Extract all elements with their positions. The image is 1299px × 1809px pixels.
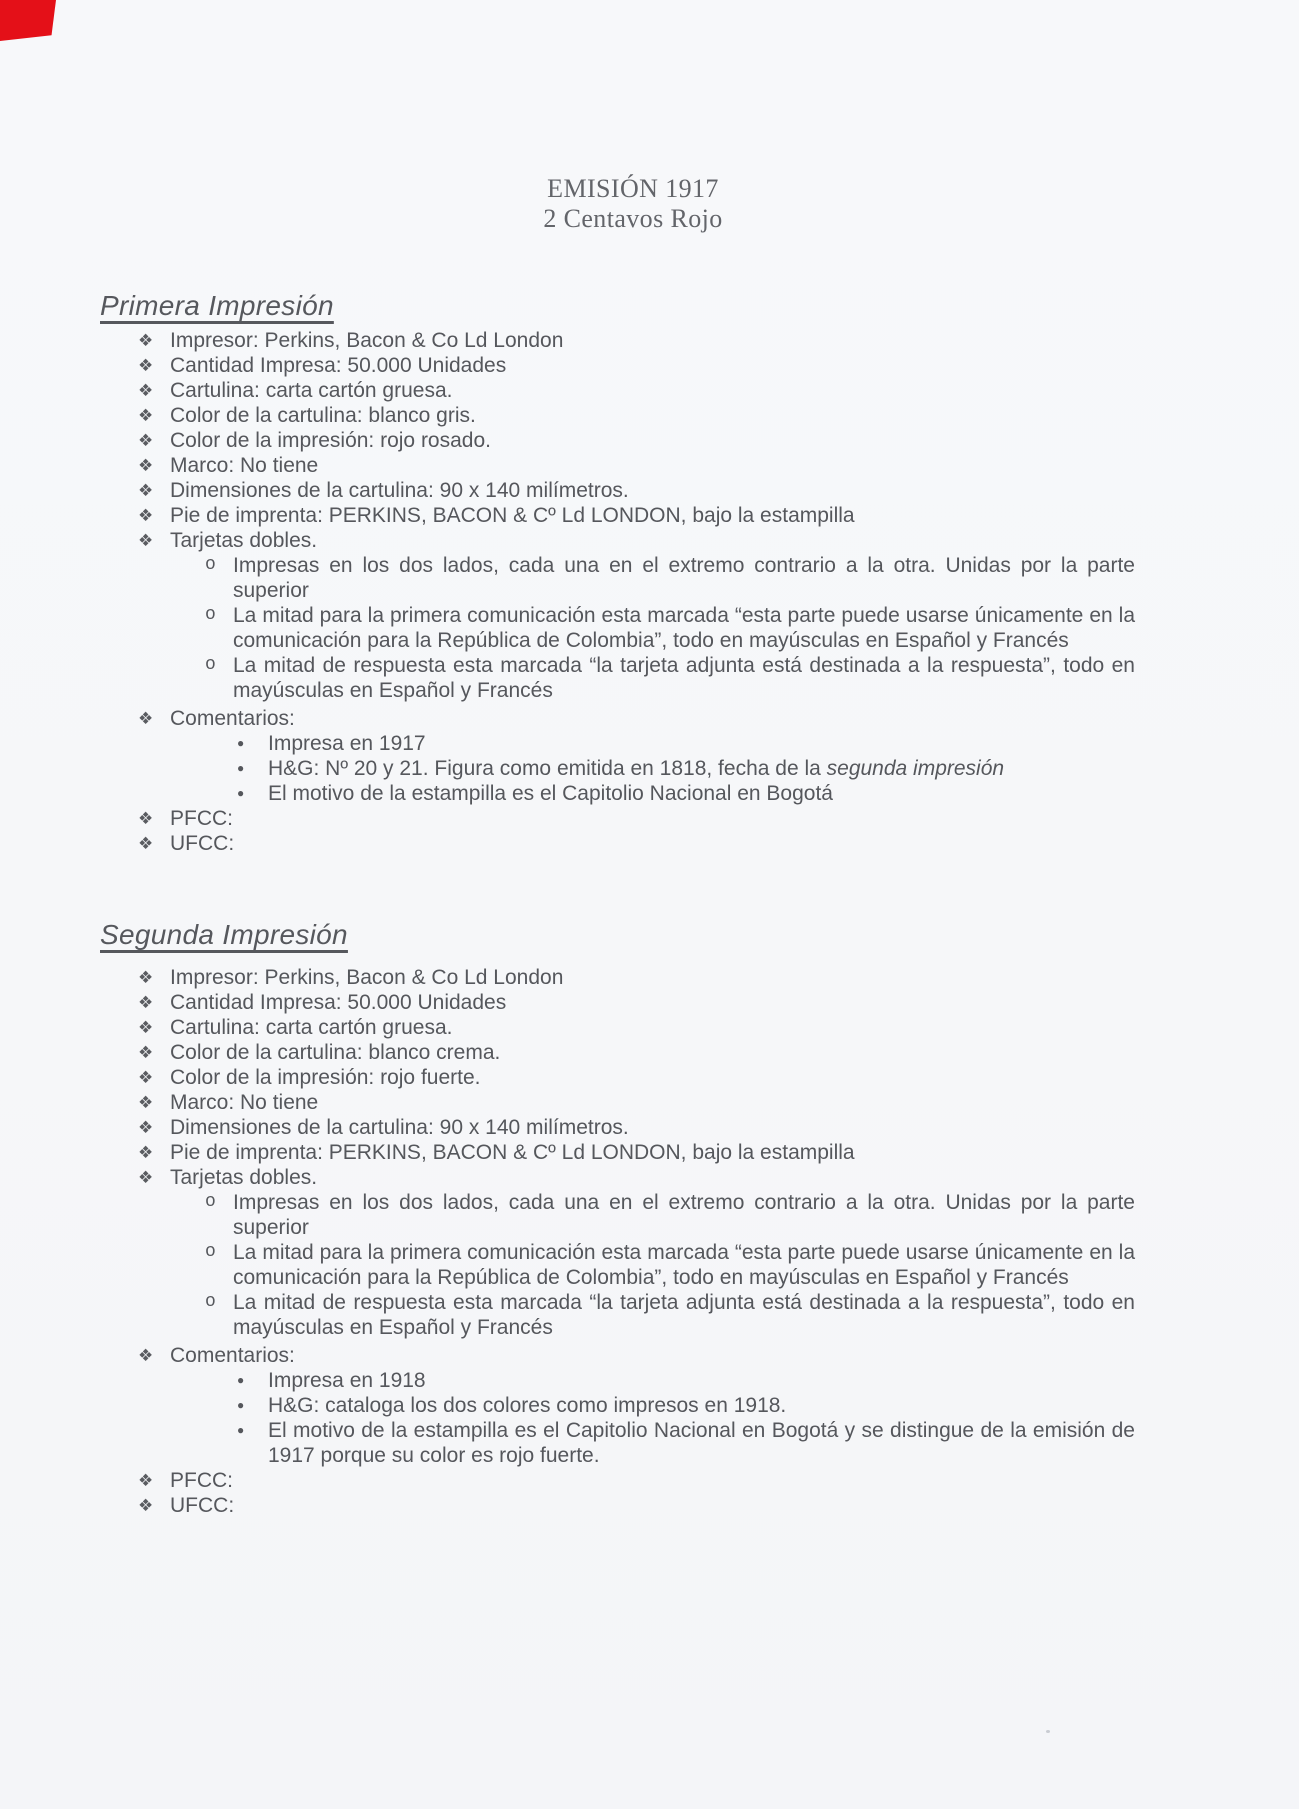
comment-item xyxy=(237,1368,1135,1393)
bullet-item-marco xyxy=(138,1090,1135,1115)
comment-text: Impresa en 1917 xyxy=(268,732,426,755)
sub-bullet-item xyxy=(205,1290,1135,1340)
diamond-bullet-icon: ❖ xyxy=(138,1168,154,1187)
diamond-bullet-icon: ❖ xyxy=(138,456,154,475)
circle-bullet-icon: o xyxy=(205,1192,216,1212)
bullet-item-tarjetas xyxy=(138,528,1135,553)
bullet-text: Impresor: Perkins, Bacon & Co Ld London xyxy=(170,329,564,352)
diamond-bullet-icon: ❖ xyxy=(138,1143,154,1162)
circle-bullet-icon: o xyxy=(205,555,216,575)
diamond-bullet-icon: ❖ xyxy=(138,1471,154,1490)
circle-bullet-icon: o xyxy=(205,1242,216,1262)
scan-speck xyxy=(1046,1730,1050,1733)
bullet-item-color-cartulina xyxy=(138,403,1135,428)
bullet-text: Pie de imprenta: PERKINS, BACON & Cº Ld LONDON, bajo la estampilla xyxy=(170,504,855,527)
bullet-text: PFCC: xyxy=(170,1469,233,1492)
doc-title xyxy=(131,174,1135,234)
bullet-text: Color de la cartulina: blanco crema. xyxy=(170,1041,501,1064)
comment-text: El motivo de la estampilla es el Capitolio Nacional en Bogotá y se distingue de la emisión de 1917 porque su color es rojo fuerte. xyxy=(268,1419,1135,1467)
comment-item xyxy=(237,731,1135,756)
diamond-bullet-icon: ❖ xyxy=(138,993,154,1012)
bullet-item-pie-imprenta xyxy=(138,1140,1135,1165)
sub-bullet-text: Impresas en los dos lados, cada una en el extremo contrario a la otra. Unidas por la parte superior xyxy=(233,1191,1135,1239)
comment-item xyxy=(237,756,1135,781)
diamond-bullet-icon: ❖ xyxy=(138,481,154,500)
comment-text: Impresa en 1918 xyxy=(268,1369,426,1392)
diamond-bullet-icon: ❖ xyxy=(138,1118,154,1137)
bullet-item-color-impresion xyxy=(138,428,1135,453)
comment-text: El motivo de la estampilla es el Capitolio Nacional en Bogotá xyxy=(268,782,833,805)
bullet-text: Color de la cartulina: blanco gris. xyxy=(170,404,476,427)
bullet-text: Cartulina: carta cartón gruesa. xyxy=(170,1016,453,1039)
comment-text: H&G: cataloga los dos colores como impresos en 1918. xyxy=(268,1394,787,1417)
diamond-bullet-icon: ❖ xyxy=(138,809,154,828)
red-corner-mark xyxy=(0,0,56,41)
bullet-text: Dimensiones de la cartulina: 90 x 140 milímetros. xyxy=(170,1116,629,1139)
doc-title-line1: EMISIÓN 1917 xyxy=(547,174,719,203)
diamond-bullet-icon: ❖ xyxy=(138,406,154,425)
bullet-item-cartulina xyxy=(138,378,1135,403)
sub-bullet-item xyxy=(205,1190,1135,1240)
dot-bullet-icon: ● xyxy=(237,736,245,750)
circle-bullet-icon: o xyxy=(205,655,216,675)
sub-bullet-text: La mitad para la primera comunicación esta marcada “esta parte puede usarse únicamente en la comunicación para la República de Colombia”, todo en mayúsculas en Español y Francés xyxy=(233,604,1135,652)
bullet-item-comentarios xyxy=(138,1343,1135,1368)
bullet-text: Comentarios: xyxy=(170,707,295,730)
bullet-text: Marco: No tiene xyxy=(170,454,319,477)
diamond-bullet-icon: ❖ xyxy=(138,1043,154,1062)
diamond-bullet-icon: ❖ xyxy=(138,1068,154,1087)
bullet-text: Pie de imprenta: PERKINS, BACON & Cº Ld LONDON, bajo la estampilla xyxy=(170,1141,855,1164)
diamond-bullet-icon: ❖ xyxy=(138,968,154,987)
comment-text: H&G: Nº 20 y 21. Figura como emitida en 1818, fecha de la segunda impresión xyxy=(268,757,1005,780)
bullet-item-pfcc xyxy=(138,1468,1135,1493)
dot-bullet-icon: ● xyxy=(237,761,245,775)
diamond-bullet-icon: ❖ xyxy=(138,1018,154,1037)
diamond-bullet-icon: ❖ xyxy=(138,431,154,450)
bullet-text: UFCC: xyxy=(170,832,235,855)
dot-bullet-icon: ● xyxy=(237,1373,245,1387)
bullet-item-comentarios xyxy=(138,706,1135,731)
bullet-text: UFCC: xyxy=(170,1494,235,1517)
bullet-text: PFCC: xyxy=(170,807,233,830)
diamond-bullet-icon: ❖ xyxy=(138,834,154,853)
bullet-text: Tarjetas dobles. xyxy=(170,529,318,552)
comment-item xyxy=(237,1393,1135,1418)
comment-item xyxy=(237,781,1135,806)
diamond-bullet-icon: ❖ xyxy=(138,1496,154,1515)
bullet-item-color-impresion xyxy=(138,1065,1135,1090)
bullet-item-impresor xyxy=(138,328,1135,353)
primera-bullet-list xyxy=(100,328,1135,856)
bullet-text: Cantidad Impresa: 50.000 Unidades xyxy=(170,991,507,1014)
bullet-text: Dimensiones de la cartulina: 90 x 140 milímetros. xyxy=(170,479,629,502)
section-heading-segunda: Segunda Impresión xyxy=(100,919,348,950)
bullet-text: Color de la impresión: rojo fuerte. xyxy=(170,1066,481,1089)
bullet-item-pfcc xyxy=(138,806,1135,831)
bullet-item-dimensiones xyxy=(138,1115,1135,1140)
bullet-text: Impresor: Perkins, Bacon & Co Ld London xyxy=(170,966,564,989)
bullet-item-pie-imprenta xyxy=(138,503,1135,528)
bullet-text: Tarjetas dobles. xyxy=(170,1166,318,1189)
bullet-item-cantidad xyxy=(138,353,1135,378)
section-segunda xyxy=(100,917,1135,953)
section-heading-primera: Primera Impresión xyxy=(100,290,334,321)
sub-bullet-text: La mitad de respuesta esta marcada “la tarjeta adjunta está destinada a la respuesta”, todo en mayúsculas en Español y Francés xyxy=(233,1291,1135,1339)
bullet-item-ufcc xyxy=(138,1493,1135,1518)
sub-bullet-item xyxy=(205,653,1135,703)
bullet-item-impresor xyxy=(138,965,1135,990)
diamond-bullet-icon: ❖ xyxy=(138,356,154,375)
section-primera xyxy=(100,288,1135,324)
sub-bullet-item xyxy=(205,553,1135,603)
bullet-item-dimensiones xyxy=(138,478,1135,503)
circle-bullet-icon: o xyxy=(205,1292,216,1312)
diamond-bullet-icon: ❖ xyxy=(138,531,154,550)
bullet-item-cartulina xyxy=(138,1015,1135,1040)
diamond-bullet-icon: ❖ xyxy=(138,709,154,728)
segunda-bullet-list xyxy=(100,965,1135,1518)
bullet-item-color-cartulina xyxy=(138,1040,1135,1065)
diamond-bullet-icon: ❖ xyxy=(138,1346,154,1365)
circle-bullet-icon: o xyxy=(205,605,216,625)
dot-bullet-icon: ● xyxy=(237,1398,245,1412)
diamond-bullet-icon: ❖ xyxy=(138,381,154,400)
sub-bullet-text: La mitad de respuesta esta marcada “la tarjeta adjunta está destinada a la respuesta”, todo en mayúsculas en Español y Francés xyxy=(233,654,1135,702)
dot-bullet-icon: ● xyxy=(237,786,245,800)
diamond-bullet-icon: ❖ xyxy=(138,506,154,525)
sub-bullet-item xyxy=(205,603,1135,653)
sub-bullet-text: Impresas en los dos lados, cada una en el extremo contrario a la otra. Unidas por la parte superior xyxy=(233,554,1135,602)
sub-bullet-item xyxy=(205,1240,1135,1290)
comment-item xyxy=(237,1418,1135,1468)
bullet-text: Cantidad Impresa: 50.000 Unidades xyxy=(170,354,507,377)
bullet-text: Marco: No tiene xyxy=(170,1091,319,1114)
bullet-text: Color de la impresión: rojo rosado. xyxy=(170,429,491,452)
bullet-item-ufcc xyxy=(138,831,1135,856)
bullet-item-marco xyxy=(138,453,1135,478)
bullet-item-tarjetas xyxy=(138,1165,1135,1190)
bullet-text: Cartulina: carta cartón gruesa. xyxy=(170,379,453,402)
doc-title-line2: 2 Centavos Rojo xyxy=(543,204,723,233)
sub-bullet-text: La mitad para la primera comunicación esta marcada “esta parte puede usarse únicamente en la comunicación para la República de Colombia”, todo en mayúsculas en Español y Francés xyxy=(233,1241,1135,1289)
dot-bullet-icon: ● xyxy=(237,1423,245,1437)
italic-phrase: segunda impresión xyxy=(826,757,1005,780)
bullet-item-cantidad xyxy=(138,990,1135,1015)
diamond-bullet-icon: ❖ xyxy=(138,1093,154,1112)
diamond-bullet-icon: ❖ xyxy=(138,331,154,350)
bullet-text: Comentarios: xyxy=(170,1344,295,1367)
